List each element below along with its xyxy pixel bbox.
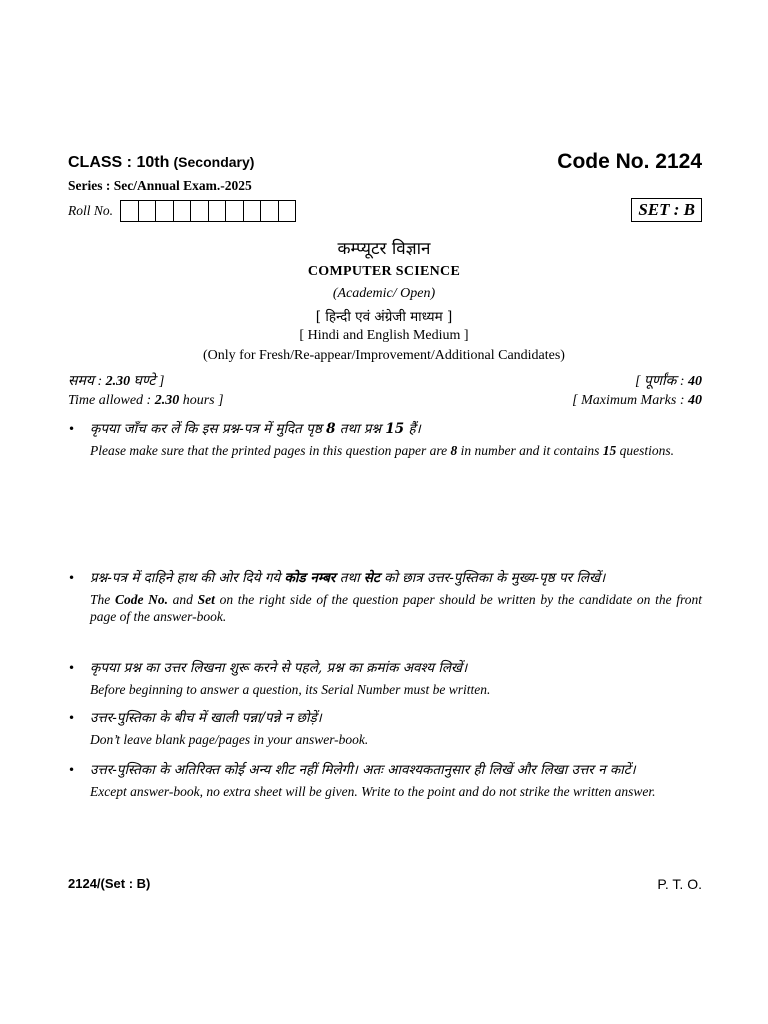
bullet-icon: • bbox=[68, 422, 76, 436]
roll-digit-box[interactable] bbox=[225, 200, 244, 222]
time-english-label: Time allowed : bbox=[68, 393, 155, 408]
time-english-unit: hours ] bbox=[179, 393, 224, 408]
time-marks-english bbox=[68, 393, 702, 409]
medium-english: [ Hindi and English Medium ] bbox=[299, 328, 469, 343]
marks-hindi-label: [ पूर्णांक : bbox=[634, 374, 688, 389]
code-term: कोड नम्बर bbox=[284, 570, 336, 586]
text: Please make sure that the printed pages in this question paper are bbox=[90, 443, 451, 458]
roll-digit-box[interactable] bbox=[155, 200, 174, 222]
roll-digit-box[interactable] bbox=[278, 200, 297, 222]
bullet-icon: • bbox=[68, 711, 76, 725]
medium-hindi: [ हिन्दी एवं अंग्रेजी माध्यम ] bbox=[315, 309, 453, 325]
time-english-value: 2.30 bbox=[154, 393, 180, 408]
instruction-pages bbox=[68, 421, 702, 459]
text: in number and it contains bbox=[457, 443, 603, 458]
time-hindi bbox=[68, 371, 164, 390]
instruction-hindi: उत्तर-पुस्तिका के बीच में खाली पन्ना/पन्ने न छोड़ें। bbox=[90, 710, 322, 726]
instruction-code-set bbox=[68, 570, 702, 625]
text: हैं। bbox=[404, 421, 421, 437]
english-subject-title: COMPUTER SCIENCE bbox=[307, 264, 461, 279]
instruction-english: Before beginning to answer a question, its Serial Number must be written. bbox=[90, 682, 491, 697]
roll-digit-box[interactable] bbox=[260, 200, 279, 222]
hindi-subject-title: कम्प्यूटर विज्ञान bbox=[337, 239, 431, 259]
bullet-icon: • bbox=[68, 571, 76, 585]
class-sub: (Secondary) bbox=[173, 154, 255, 170]
marks-hindi-value: 40 bbox=[688, 374, 702, 389]
roll-digit-box[interactable] bbox=[138, 200, 157, 222]
series-label: Series : Sec/Annual Exam.-2025 bbox=[68, 178, 252, 193]
instruction-serial-number bbox=[68, 660, 702, 698]
set-term: Set bbox=[197, 592, 215, 607]
text: कृपया जाँच कर लें कि इस प्रश्न-पत्र में मुदित पृष्ठ bbox=[90, 421, 327, 437]
question-count: 15 bbox=[602, 443, 617, 458]
time-hindi-unit: घण्टे ] bbox=[130, 374, 165, 389]
instruction-blank-pages bbox=[68, 710, 702, 748]
text: तथा bbox=[335, 570, 364, 586]
text: को छात्र उत्तर-पुस्तिका के मुख्य-पृष्ठ पर लिखें। bbox=[379, 570, 606, 586]
pto-label: P. T. O. bbox=[657, 876, 702, 892]
bullet-icon: • bbox=[68, 661, 76, 675]
instruction-hindi bbox=[90, 421, 702, 438]
code-term: Code No. bbox=[114, 592, 168, 607]
instruction-english bbox=[90, 442, 702, 459]
roll-digit-box[interactable] bbox=[243, 200, 262, 222]
text: and bbox=[168, 592, 198, 607]
marks-english-label: [ Maximum Marks : bbox=[572, 393, 688, 408]
roll-number-boxes[interactable] bbox=[121, 200, 296, 222]
roll-digit-box[interactable] bbox=[208, 200, 227, 222]
time-english bbox=[68, 393, 224, 409]
time-hindi-value: 2.30 bbox=[105, 374, 131, 389]
class-main: CLASS : 10th bbox=[68, 154, 170, 171]
instruction-english: Except answer-book, no extra sheet will be given. Write to the point and do not strike the written answer. bbox=[90, 784, 656, 799]
footer-code: 2124/(Set : B) bbox=[68, 876, 151, 891]
set-term: सेट bbox=[363, 570, 380, 586]
roll-digit-box[interactable] bbox=[120, 200, 139, 222]
time-hindi-label: समय : bbox=[68, 374, 106, 389]
text: The bbox=[90, 592, 115, 607]
marks-english bbox=[572, 393, 702, 409]
roll-digit-box[interactable] bbox=[190, 200, 209, 222]
text: questions. bbox=[616, 443, 674, 458]
question-count: 15 bbox=[385, 421, 405, 437]
candidates-note: (Only for Fresh/Re-appear/Improvement/Additional Candidates) bbox=[203, 348, 565, 363]
text: प्रश्न-पत्र में दाहिने हाथ की ओर दिये गये bbox=[90, 570, 285, 586]
code-number: Code No. 2124 bbox=[557, 150, 702, 173]
text: on the right side of the question paper should be written by the candidate on the front page of the answer-book. bbox=[90, 592, 702, 624]
marks-english-value: 40 bbox=[688, 393, 702, 408]
time-marks-hindi bbox=[68, 371, 702, 390]
instruction-english bbox=[90, 591, 702, 625]
marks-hindi bbox=[635, 371, 702, 390]
bullet-icon: • bbox=[68, 763, 76, 777]
set-badge: SET : B bbox=[631, 198, 702, 222]
exam-mode: (Academic/ Open) bbox=[332, 286, 436, 301]
roll-label: Roll No. bbox=[68, 203, 114, 218]
page-count: 8 bbox=[326, 421, 336, 437]
instruction-extra-sheet bbox=[68, 762, 702, 800]
roll-digit-box[interactable] bbox=[173, 200, 192, 222]
text: तथा प्रश्न bbox=[335, 421, 386, 437]
class-label bbox=[68, 154, 254, 172]
instruction-hindi: उत्तर-पुस्तिका के अतिरिक्त कोई अन्य शीट नहीं मिलेगी। अतः आवश्यकतानुसार ही लिखें और लिखा उत्तर न काटें। bbox=[90, 762, 636, 778]
instruction-hindi: कृपया प्रश्न का उत्तर लिखना शुरू करने से पहले, प्रश्न का क्रमांक अवश्य लिखें। bbox=[90, 660, 468, 676]
roll-number-field[interactable] bbox=[68, 200, 296, 222]
instruction-hindi bbox=[90, 570, 702, 587]
instruction-english: Don’t leave blank page/pages in your answer-book. bbox=[90, 732, 369, 747]
page-count: 8 bbox=[450, 443, 458, 458]
